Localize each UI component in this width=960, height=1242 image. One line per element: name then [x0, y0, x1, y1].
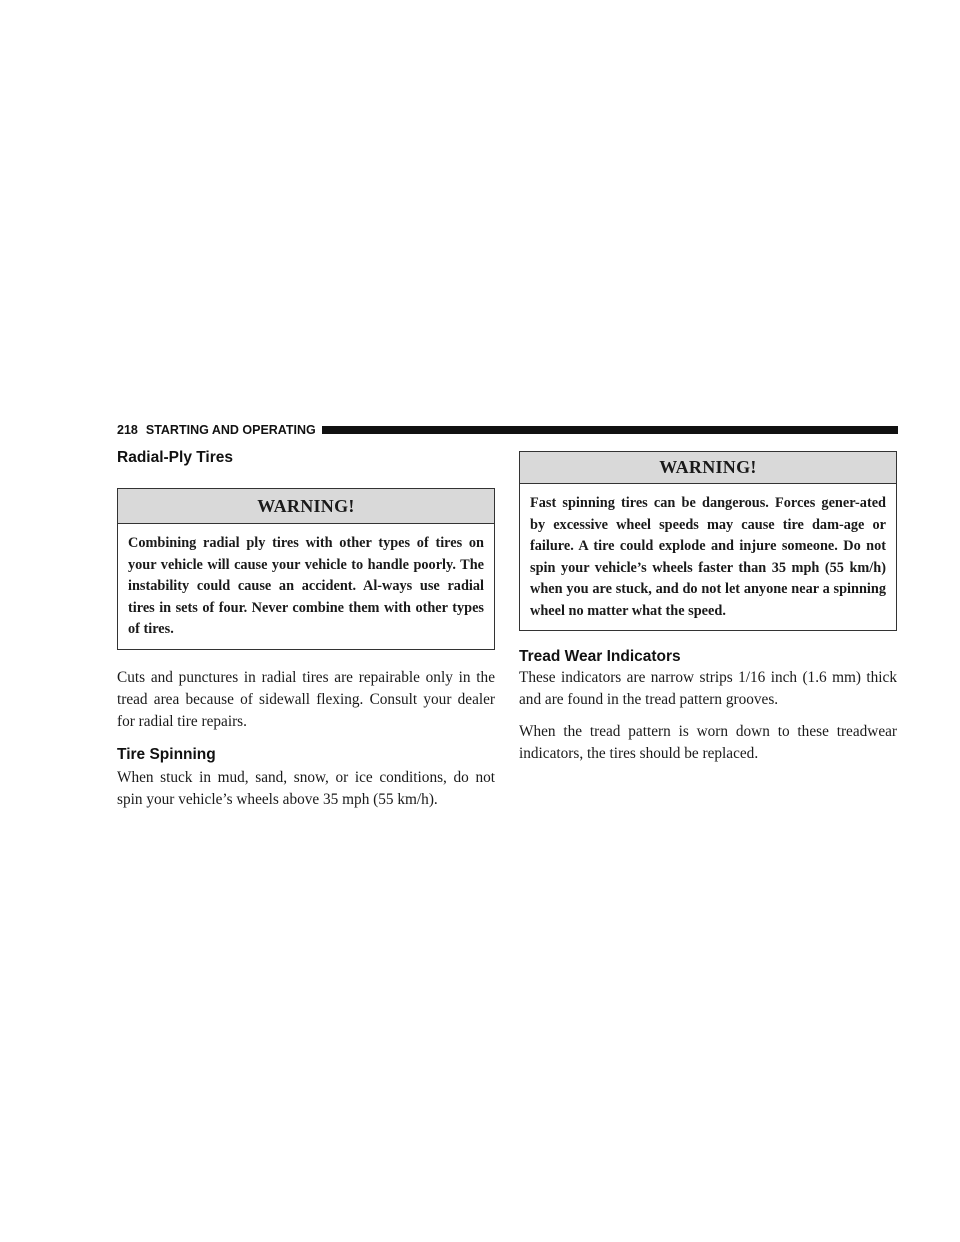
paragraph-replace: When the tread pattern is worn down to these treadwear indicators, the tires should be replaced.	[519, 723, 897, 762]
warning-title: WARNING!	[520, 452, 896, 484]
page-header	[117, 421, 898, 439]
warning-text: Combining radial ply tires with other types of tires on your vehicle will cause your vehicle to handle poorly. The instability could cause an accident. Al-ways use radial tires in sets of four. Never combine them with other types of tires.	[128, 535, 484, 637]
warning-text: Fast spinning tires can be dangerous. Forces gener-ated by excessive wheel speeds may cause tire dam-age or failure. A tire could explode and injure someone. Do not spin your vehicle’s wheels faster than 35 mph (55 km/h) when you are stuck, and do not let anyone near a spinning wheel no matter what the speed.	[530, 495, 886, 619]
page-number: 218	[117, 423, 138, 437]
paragraph-cuts-punctures: Cuts and punctures in radial tires are repairable only in the tread area because of sidewall flexing. Consult your dealer for radial tire repairs.	[117, 668, 495, 730]
warning-title: WARNING!	[118, 489, 494, 524]
header-rule	[322, 426, 898, 434]
paragraph-tire-spinning: When stuck in mud, sand, snow, or ice conditions, do not spin your vehicle’s wheels above 35 mph (55 km/h).	[117, 768, 495, 808]
right-column	[519, 451, 897, 765]
warning-box-spinning	[519, 451, 897, 631]
heading-tread-wear-indicators: Tread Wear Indicators	[519, 648, 681, 665]
section-title: STARTING AND OPERATING	[145, 423, 316, 437]
heading-tire-spinning: Tire Spinning	[117, 745, 216, 763]
left-column	[117, 448, 495, 811]
warning-box-radial	[117, 488, 495, 650]
paragraph-indicators: These indicators are narrow strips 1/16 inch (1.6 mm) thick and are found in the tread pattern grooves.	[519, 669, 897, 708]
heading-radial-ply-tires: Radial-Ply Tires	[117, 449, 234, 466]
